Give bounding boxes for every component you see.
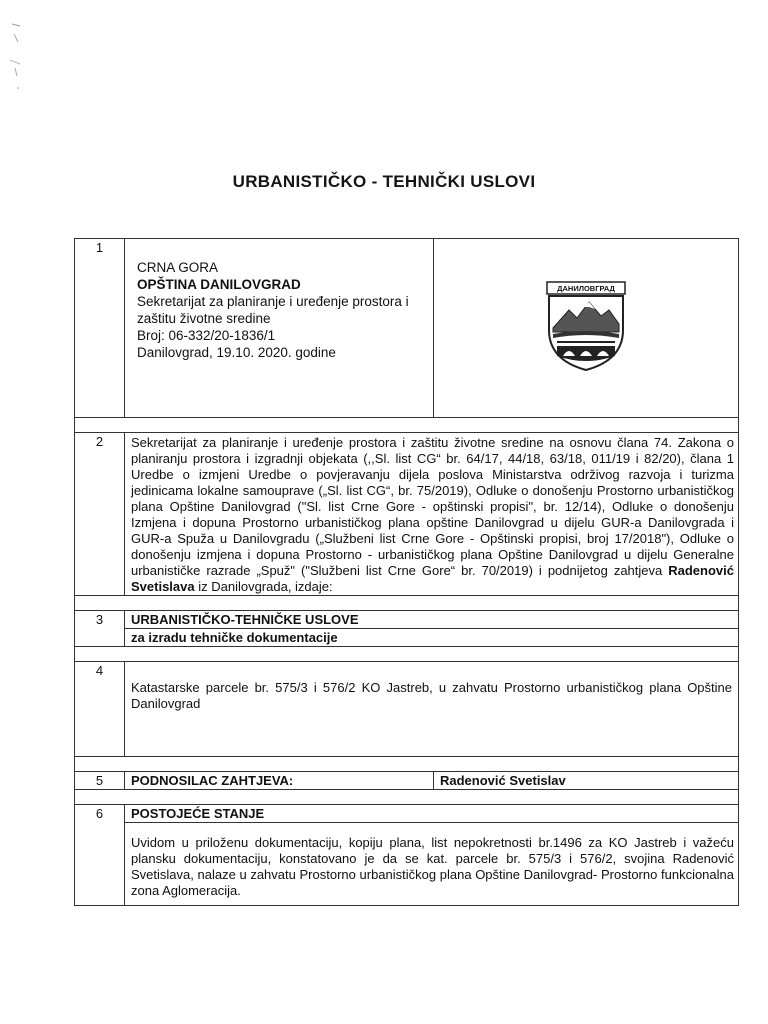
emblem-text: ДАНИЛОВГРАД <box>557 284 615 293</box>
row-spacer <box>75 647 739 662</box>
section-heading: URBANISTIČKO-TEHNIČKE USLOVE <box>125 611 739 629</box>
section-subheading: za izradu tehničke dokumentacije <box>125 629 739 647</box>
row-number: 1 <box>75 239 125 418</box>
document-title: URBANISTIČKO - TEHNIČKI USLOVI <box>232 172 536 191</box>
table-row-3 <box>75 611 739 629</box>
applicant-value: Radenović Svetislav <box>434 772 739 790</box>
row-number: 4 <box>75 662 125 757</box>
row-number: 3 <box>75 611 125 647</box>
conditions-table <box>74 238 739 906</box>
legal-basis-part-b: iz Danilovgrada, izdaje: <box>194 579 333 594</box>
existing-state-heading: POSTOJEĆE STANJE <box>125 805 739 823</box>
row-spacer <box>75 418 739 433</box>
table-row-3b <box>75 629 739 647</box>
table-row-6 <box>75 805 739 823</box>
applicant-name-genitive: Radenović Svetislava <box>131 563 734 594</box>
table-row-4 <box>75 662 739 757</box>
parcel-description: Katastarske parcele br. 575/3 i 576/2 KO Jastreb, u zahvatu Prostorno urbanističkog plana Opštine Danilovgrad <box>125 662 739 757</box>
row-number: 6 <box>75 805 125 906</box>
place-date: Danilovgrad, 19.10. 2020. godine <box>137 345 336 360</box>
municipality-emblem <box>543 280 629 372</box>
country-name: CRNA GORA <box>137 260 219 275</box>
existing-state-text: Uvidom u priloženu dokumentaciju, kopiju plana, list nepokretnosti br.1496 za KO Jastreb i važeću plansku dokumentaciju, konstatovano je da se kat. parcele br. 575/3 i 576/2, svojina Radenović Svetislava, nalaze u zahvatu Prostorno urbanističkog plana Opštine Danilovgrad- Prostorno funkcionalna zona Aglomeracija. <box>125 823 739 906</box>
table-row-5 <box>75 772 739 790</box>
table-row-1 <box>75 239 739 418</box>
row-number: 2 <box>75 433 125 596</box>
row-spacer <box>75 790 739 805</box>
legal-basis-text <box>125 433 739 596</box>
row-number: 5 <box>75 772 125 790</box>
file-number: Broj: 06-332/20-1836/1 <box>137 328 276 343</box>
legal-basis-part-a: Sekretarijat za planiranje i uređenje prostora i zaštitu životne sredine na osnovu člana 74. Zakona o planiranju prostora i izgradnji objekata (,,Sl. list CG“ br. 64/17, 44/18, 63/18, 011/19 i 82/20), člana 1 Uredbe o izmjeni Uredbe o povjeravanju dijela poslova Ministarstva održivog razvoja i turizma jedinicama lokalne samouprave („Sl. list CG“, br. 75/2019), Odluke o donošenju Prostorno urbanističkog plana Opštine Danilovgrad ("Sl. list Crne Gore - opštinski propisi", br. 12/14), Odluke o donošenju Izmjena i dopuna Prostorno urbanističkog plana opštine Danilovgrad u dijelu GUR-a Danilovgrada i GUR-a Spuža u Danilovgradu („Službeni list Crne Gore - Opštinski propisi, broj 17/2018"), Odluke o donošenju izmjena i dopuna Prostorno - urbanističkog plana Opštine Danilovgrad u dijelu Generalne urbanističke razrade „Spuž" ("Službeni list Crne Gore“ br. 70/2019) i podnijetog zahtjeva <box>131 435 734 578</box>
emblem-cell <box>434 239 739 418</box>
secretariat-name: Sekretarijat za planiranje i uređenje prostora i zaštitu životne sredine <box>137 294 409 326</box>
municipality-name: OPŠTINA DANILOVGRAD <box>137 277 301 292</box>
applicant-label: PODNOSILAC ZAHTJEVA: <box>125 772 434 790</box>
issuer-block <box>125 239 434 418</box>
table-row-6b <box>75 823 739 906</box>
scan-artifact <box>6 20 36 100</box>
row-spacer <box>75 757 739 772</box>
row-spacer <box>75 596 739 611</box>
table-row-2 <box>75 433 739 596</box>
